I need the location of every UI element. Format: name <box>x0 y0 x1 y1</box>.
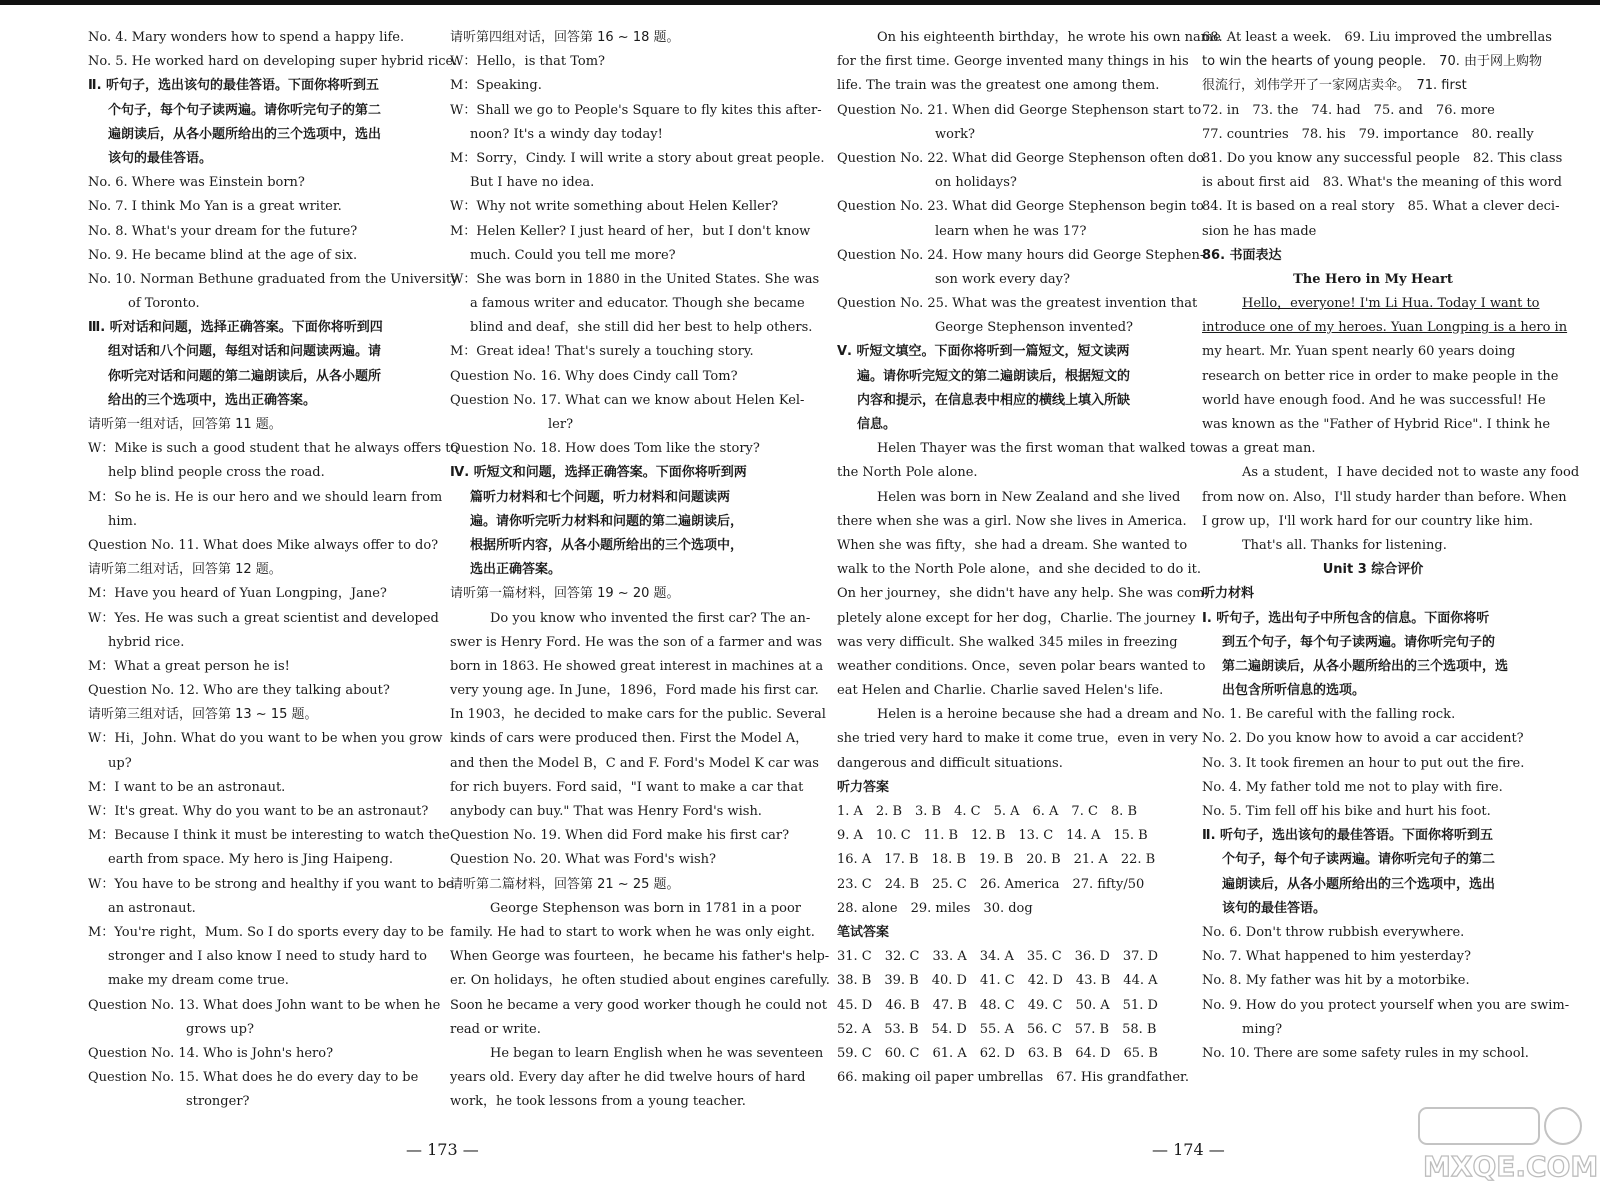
text-line: M：Great idea! That's surely a touching story. <box>450 344 754 360</box>
text-line: stronger? <box>186 1094 250 1110</box>
text-line: W：Mike is such a good student that he always offers to <box>88 441 459 457</box>
text-line: to win the hearts of young people. 70. 由于网上购物 <box>1202 54 1542 70</box>
text-line: introduce one of my heroes. Yuan Longping is a hero in <box>1202 320 1568 336</box>
text-line: M：So he is. He is our hero and we should learn from <box>88 489 443 505</box>
text-line: As a student，I have decided not to waste any food <box>1242 465 1580 481</box>
text-line: M：Sorry，Cindy. I will write a story about great people. <box>450 150 825 166</box>
text-line: No. 4. Mary wonders how to spend a happy life. <box>88 30 405 45</box>
page-173 <box>0 26 830 1126</box>
text-line: W：Yes. He was such a great scientist and developed <box>88 610 439 626</box>
text-line: W：Shall we go to People's Square to fly kites this after- <box>450 102 822 118</box>
text-line: 84. It is based on a real story 85. What a clever deci- <box>1202 199 1560 215</box>
text-line: George Stephenson was born in 1781 in a poor <box>490 900 802 916</box>
text-line: No. 7. I think Mo Yan is a great writer. <box>88 199 342 215</box>
text-line: kinds of cars were produced then. First the Model A， <box>450 731 809 747</box>
text-line: born in 1863. He showed great interest in machines at a <box>450 658 824 674</box>
text-line: Question No. 23. What did George Stephenson begin to <box>837 199 1204 215</box>
text-line: Question No. 13. What does John want to be when he <box>88 997 441 1013</box>
column-2 <box>450 26 830 1114</box>
text-line: work? <box>935 126 976 142</box>
text-line: Question No. 25. What was the greatest invention that <box>837 296 1198 312</box>
text-line: anybody can buy." That was Henry Ford's wish. <box>450 804 762 819</box>
text-line: of Toronto. <box>128 296 200 312</box>
text-line: 信息。 <box>857 417 897 432</box>
text-line: M：I want to be an astronaut. <box>88 779 286 795</box>
text-line: On her journey，she didn't have any help. She was com- <box>837 586 1209 602</box>
text-line: Helen Thayer was the first woman that walked to <box>877 441 1203 457</box>
text-line: No. 10. There are some safety rules in my school. <box>1202 1045 1529 1061</box>
text-line: hybrid rice. <box>108 634 185 650</box>
text-line: the North Pole alone. <box>837 465 978 481</box>
text-line: Question No. 17. What can we know about Helen Kel- <box>450 392 805 408</box>
text-line: 遍。请你听完听力材料和问题的第二遍朗读后， <box>470 513 744 529</box>
text-line: On his eighteenth birthday，he wrote his own name <box>877 30 1221 45</box>
text-line: ler? <box>548 417 574 432</box>
text-line: That's all. Thanks for listening. <box>1242 537 1447 553</box>
text-line: years old. Every day after he did twelve hours of hard <box>450 1070 806 1086</box>
text-line: W：It's great. Why do you want to be an astronaut? <box>88 804 429 819</box>
text-line: No. 8. My father was hit by a motorbike. <box>1202 973 1470 989</box>
text-line: Helen is a heroine because she had a dream and <box>877 707 1198 723</box>
text-line: make my dream come true. <box>108 973 289 989</box>
text-line: When George was fourteen，he became his father's help- <box>450 949 830 965</box>
text-line: No. 8. What's your dream for the future? <box>88 223 358 239</box>
text-line: is about first aid 83. What's the meaning of this word <box>1202 175 1562 191</box>
text-line: 72. in 73. the 74. had 75. and 76. more <box>1202 102 1495 118</box>
text-line: M：Helen Keller? I just heard of her，but I don't know <box>450 223 811 239</box>
text-line: M：Have you heard of Yuan Longping，Jane? <box>88 586 387 602</box>
text-line: Do you know who invented the first car? The an- <box>490 610 811 626</box>
text-line: 68. At least a week. 69. Liu improved the umbrellas <box>1202 30 1552 45</box>
text-line: M：Speaking. <box>450 78 542 94</box>
text-line: W：She was born in 1880 in the United States. She was <box>450 271 820 287</box>
text-line: 遍朗读后，从各小题所给出的三个选项中，选出 <box>1222 876 1496 892</box>
text-line: No. 5. He worked hard on developing super hybrid rice. <box>88 54 458 70</box>
text-line: earth from space. My hero is Jing Haipeng. <box>108 852 393 868</box>
text-line: 根据所听内容，从各小题所给出的三个选项中， <box>470 537 744 553</box>
text-line: 请听第二组对话，回答第 12 题。 <box>88 562 282 578</box>
text-line: blind and deaf，she still did her best to help others. <box>470 320 813 336</box>
text-line: there when she was a girl. Now she lives in America. <box>837 513 1187 529</box>
text-line: 38. B 39. B 40. D 41. C 42. D 43. B 44. A <box>837 973 1158 989</box>
text-line: 77. countries 78. his 79. importance 80. really <box>1202 126 1534 142</box>
text-line: No. 4. My father told me not to play with fire. <box>1202 779 1503 795</box>
text-line: er. On holidays，he often studied about engines carefully. <box>450 973 830 989</box>
text-line: Question No. 19. When did Ford make his first car? <box>450 828 790 844</box>
text-line: 52. A 53. B 54. D 55. A 56. C 57. B 58. B <box>837 1021 1157 1037</box>
text-line: No. 6. Don't throw rubbish everywhere. <box>1202 924 1465 940</box>
column-4 <box>1202 26 1580 1066</box>
text-line: Question No. 24. How many hours did George Stephen- <box>837 247 1205 263</box>
text-line: W：Why not write something about Helen Keller? <box>450 199 779 215</box>
text-line: 听力材料 <box>1202 586 1255 602</box>
text-line: In 1903，he decided to make cars for the public. Several <box>450 707 826 723</box>
text-line: on holidays? <box>935 175 1017 191</box>
text-line: The Hero in My Heart <box>1293 271 1453 287</box>
text-line: stronger and I also know I need to study hard to <box>108 949 427 965</box>
text-line: Ⅳ. 听短文和问题，选择正确答案。下面你将听到两 <box>450 465 747 481</box>
text-line: my heart. Mr. Yuan spent nearly 60 years doing <box>1202 344 1516 360</box>
text-line: I grow up，I'll work hard for our country like him. <box>1202 513 1534 529</box>
text-line: 31. C 32. C 33. A 34. A 35. C 36. D 37. D <box>837 949 1159 965</box>
text-line: read or write. <box>450 1021 541 1037</box>
text-line: for the first time. George invented many things in his <box>837 54 1189 70</box>
watermark-logo <box>1415 1104 1599 1184</box>
text-line: learn when he was 17? <box>935 223 1087 239</box>
text-line: Question No. 15. What does he do every day to be <box>88 1070 419 1086</box>
text-line: 请听第三组对话，回答第 13 ~ 15 题。 <box>88 707 318 723</box>
text-line: research on better rice in order to make people in the <box>1202 368 1559 384</box>
watermark-text: MXQE.COM <box>1423 1150 1599 1183</box>
text-line: was very difficult. She walked 345 miles in freezing <box>837 634 1178 650</box>
text-line: a famous writer and educator. Though she became <box>470 296 805 312</box>
text-line: No. 3. It took firemen an hour to put out the fire. <box>1202 755 1525 771</box>
text-line: W：Hi，John. What do you want to be when you grow <box>88 731 443 747</box>
text-line: No. 9. How do you protect yourself when you are swim- <box>1202 997 1570 1013</box>
text-line: was a great man. <box>1202 441 1316 457</box>
text-line: 遍。请你听完短文的第二遍朗读后，根据短文的 <box>857 368 1131 384</box>
text-line: No. 5. Tim fell off his bike and hurt his foot. <box>1202 804 1491 819</box>
text-line: 内容和提示，在信息表中相应的横线上填入所缺 <box>857 392 1131 408</box>
text-line: Question No. 12. Who are they talking about? <box>88 683 390 699</box>
text-line: 该句的最佳答语。 <box>1222 900 1327 916</box>
page-number-right: — 174 — <box>1152 1140 1225 1159</box>
text-line: Question No. 16. Why does Cindy call Tom? <box>450 368 738 384</box>
text-line: Ⅰ. 听句子，选出句子中所包含的信息。下面你将听 <box>1202 610 1490 626</box>
text-line: 篇听力材料和七个问题，听力材料和问题读两 <box>470 489 731 505</box>
text-line: Hello，everyone! I'm Li Hua. Today I want to <box>1242 296 1540 312</box>
text-line: No. 1. Be careful with the falling rock. <box>1202 707 1456 723</box>
text-line: world have enough food. And he was successful! He <box>1202 392 1546 408</box>
text-line: He began to learn English when he was seventeen <box>490 1045 824 1061</box>
text-line: eat Helen and Charlie. Charlie saved Helen's life. <box>837 683 1164 699</box>
text-line: 16. A 17. B 18. B 19. B 20. B 21. A 22. B <box>837 852 1156 868</box>
text-line: Question No. 11. What does Mike always offer to do? <box>88 537 439 553</box>
text-line: No. 7. What happened to him yesterday? <box>1202 949 1471 965</box>
text-line: grows up? <box>186 1021 254 1037</box>
text-line: 你听完对话和问题的第二遍朗读后，从各小题所 <box>108 368 382 384</box>
text-line: noon? It's a windy day today! <box>470 126 663 142</box>
text-line: son work every day? <box>935 271 1070 287</box>
text-line: Unit 3 综合评价 <box>1322 562 1424 578</box>
text-line: When she was fifty，she had a dream. She wanted to <box>837 537 1188 553</box>
text-line: 到五个句子，每个句子读两遍。请你听完句子的 <box>1222 634 1496 650</box>
text-line: Question No. 18. How does Tom like the story? <box>450 441 760 457</box>
text-line: George Stephenson invented? <box>935 320 1134 336</box>
text-line: No. 9. He became blind at the age of six. <box>88 247 358 263</box>
text-line: 听力答案 <box>837 779 890 795</box>
text-line: 组对话和八个问题，每组对话和问题读两遍。请 <box>108 344 382 360</box>
column-1 <box>88 26 459 1114</box>
text-line: But I have no idea. <box>470 175 595 191</box>
text-line: Question No. 22. What did George Stephenson often do <box>837 150 1204 166</box>
text-line: 请听第四组对话，回答第 16 ~ 18 题。 <box>450 30 680 45</box>
text-line: 选出正确答案。 <box>470 562 562 578</box>
text-line: swer is Henry Ford. He was the son of a farmer and was <box>450 634 823 650</box>
text-line: family. He had to start to work when he was only eight. <box>450 924 815 940</box>
text-line: was known as the "Father of Hybrid Rice". I think he <box>1202 417 1551 432</box>
text-line: 请听第二篇材料，回答第 21 ~ 25 题。 <box>450 876 680 892</box>
text-line: 23. C 24. B 25. C 26. America 27. fifty/50 <box>837 876 1145 892</box>
page-number-left: — 173 — <box>406 1140 479 1159</box>
text-line: 出包含所听信息的选项。 <box>1222 683 1366 699</box>
text-line: 66. making oil paper umbrellas 67. His grandfather. <box>837 1070 1189 1086</box>
text-line: 59. C 60. C 61. A 62. D 63. B 64. D 65. B <box>837 1045 1158 1061</box>
text-line: life. The train was the greatest one among them. <box>837 78 1160 94</box>
text-line: Helen was born in New Zealand and she lived <box>877 489 1181 505</box>
text-line: No. 10. Norman Bethune graduated from the University <box>88 271 459 287</box>
text-line: M：Because I think it must be interesting to watch the <box>88 828 450 844</box>
text-line: she tried very hard to make it come true，even in very <box>837 731 1198 747</box>
text-line: Ⅴ. 听短文填空。下面你将听到一篇短文，短文读两 <box>837 344 1130 360</box>
text-line: 个句子，每个句子读两遍。请你听完句子的第二 <box>1222 852 1496 868</box>
text-line: Ⅱ. 听句子，选出该句的最佳答语。下面你将听到五 <box>1202 828 1494 844</box>
text-line: 9. A 10. C 11. B 12. B 13. C 14. A 15. B <box>837 828 1148 844</box>
text-line: Question No. 21. When did George Stephenson start to <box>837 102 1202 118</box>
text-line: 很流行，刘伟学开了一家网店卖伞。 71. first <box>1202 78 1467 94</box>
text-line: 遍朗读后，从各小题所给出的三个选项中，选出 <box>108 126 382 142</box>
text-line: W：Hello，is that Tom? <box>450 54 605 70</box>
text-line: ming? <box>1242 1021 1283 1037</box>
column-3 <box>837 26 1221 1090</box>
text-line: and then the Model B，C and F. Ford's Model K car was <box>450 755 819 771</box>
text-line: 请听第一组对话，回答第 11 题。 <box>88 417 282 432</box>
text-line: 第二遍朗读后，从各小题所给出的三个选项中，选 <box>1222 658 1509 674</box>
text-line: 81. Do you know any successful people 82. This class <box>1202 150 1563 166</box>
text-line: Question No. 20. What was Ford's wish? <box>450 852 717 868</box>
text-line: Soon he became a very good worker though he could not <box>450 997 827 1013</box>
text-line: very young age. In June，1896，Ford made his first car. <box>450 683 819 699</box>
text-line: for rich buyers. Ford said，"I want to make a car that <box>450 779 804 795</box>
text-line: 45. D 46. B 47. B 48. C 49. C 50. A 51. D <box>837 997 1158 1013</box>
text-line: work，he took lessons from a young teacher. <box>450 1094 746 1110</box>
text-line: M：You're right，Mum. So I do sports every day to be <box>88 924 444 940</box>
text-line: Question No. 14. Who is John's hero? <box>88 1045 334 1061</box>
text-line: 1. A 2. B 3. B 4. C 5. A 6. A 7. C 8. B <box>837 804 1138 819</box>
text-line: weather conditions. Once，seven polar bears wanted to <box>837 658 1206 674</box>
text-line: 给出的三个选项中，选出正确答案。 <box>108 392 317 408</box>
text-line: Ⅱ. 听句子，选出该句的最佳答语。下面你将听到五 <box>88 78 380 94</box>
text-line: Ⅲ. 听对话和问题，选择正确答案。下面你将听到四 <box>88 320 383 336</box>
text-line: 28. alone 29. miles 30. dog <box>837 900 1033 916</box>
text-line: help blind people cross the road. <box>108 465 325 481</box>
text-line: walk to the North Pole alone，and she decided to do it. <box>837 562 1201 578</box>
text-line: much. Could you tell me more? <box>470 247 676 263</box>
text-line: dangerous and difficult situations. <box>837 755 1063 771</box>
text-line: No. 6. Where was Einstein born? <box>88 175 305 191</box>
text-line: sion he has made <box>1202 223 1317 239</box>
text-line: 请听第一篇材料，回答第 19 ~ 20 题。 <box>450 586 680 602</box>
text-line: W：You have to be strong and healthy if you want to be <box>88 876 454 892</box>
text-line: 个句子，每个句子读两遍。请你听完句子的第二 <box>108 102 382 118</box>
text-line: M：What a great person he is! <box>88 658 290 674</box>
text-line: an astronaut. <box>108 900 196 916</box>
text-line: 86. 书面表达 <box>1202 247 1282 263</box>
text-line: 该句的最佳答语。 <box>108 150 213 166</box>
text-line: from now on. Also，I'll study harder than before. When <box>1202 489 1567 505</box>
text-line: up? <box>108 755 132 771</box>
text-line: him. <box>108 513 137 529</box>
page-174 <box>800 26 1600 1126</box>
text-line: No. 2. Do you know how to avoid a car accident? <box>1202 731 1524 747</box>
text-line: 笔试答案 <box>837 924 890 940</box>
text-line: pletely alone except for her dog，Charlie. The journey <box>837 610 1196 626</box>
